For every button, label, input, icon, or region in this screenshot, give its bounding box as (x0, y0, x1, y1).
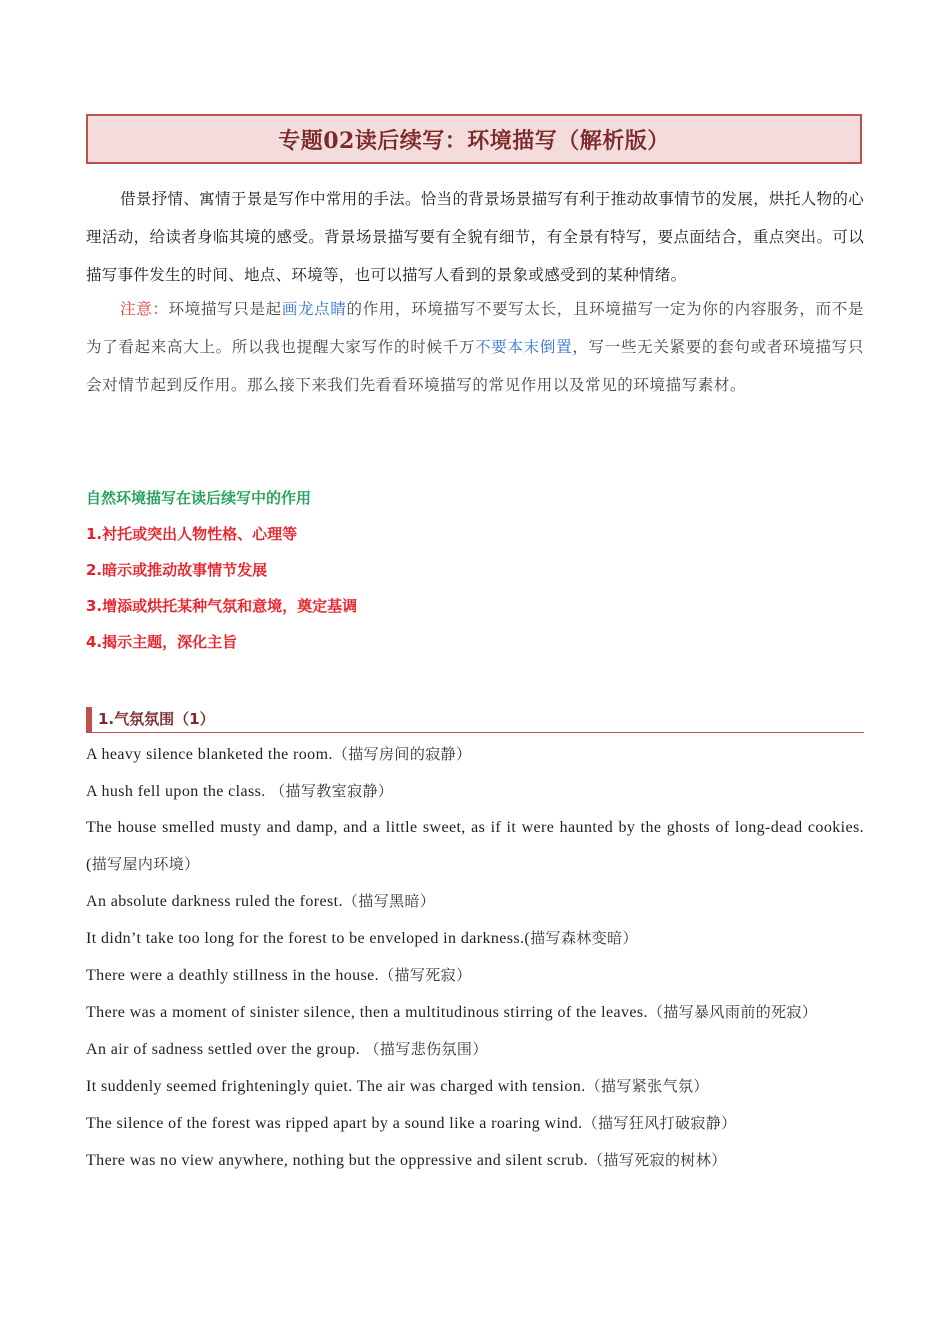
sentence-en: A hush fell upon the class. (86, 783, 271, 800)
role-item: 1.衬托或突出人物性格、心理等 (86, 525, 298, 543)
sentence-zh: （描写教室寂静） (270, 782, 394, 800)
sentence-item (86, 1142, 864, 1179)
sentence-zh: （描写黑暗） (342, 892, 436, 910)
role-item: 4.揭示主题，深化主旨 (86, 633, 238, 651)
sentence-zh: （描写死寂） (379, 966, 472, 984)
role-item: 3.增添或烘托某种气氛和意境，奠定基调 (86, 597, 358, 615)
sentence-item (86, 994, 864, 1031)
sentence-zh: （描写狂风打破寂静） (582, 1114, 737, 1132)
sentence-item (86, 810, 864, 883)
roles-heading: 自然环境描写在读后续写中的作用 (86, 489, 312, 507)
note-paragraph (86, 290, 864, 404)
section-heading (86, 707, 864, 733)
intro-text: 借景抒情、寓情于景是写作中常用的手法。恰当的背景场景描写有利于推动故事情节的发展，烘托人物的心理活动，给读者身临其境的感受。背景场景描写要有全貌有细节，有全景有特写，要点面结合，重点突出。可以描写事件发生的时间、地点、环境等，也可以描写人看到的景象或感受到的某种情绪。 (86, 190, 864, 284)
note-text-1: 环境描写只是起 (168, 300, 282, 318)
title-banner (86, 114, 862, 164)
sentence-item (86, 773, 864, 810)
sentence-en: The house smelled musty and damp, and a little sweet, as if it were haunted by the ghosts of long-dead cookies.( (86, 819, 864, 873)
sentence-zh: 描写屋内环境） (91, 855, 200, 873)
sentence-zh: 描写森林变暗） (530, 929, 638, 947)
sentence-item (86, 957, 864, 994)
sentence-item (86, 1068, 864, 1105)
note-highlight-2: 不要本末倒置 (475, 338, 573, 356)
sentence-item (86, 1031, 864, 1068)
section-title: 1.气氛氛围（1） (98, 710, 215, 728)
sentence-en: The silence of the forest was ripped apart by a sound like a roaring wind. (86, 1115, 583, 1132)
sentence-zh: （描写悲伤氛围） (364, 1040, 488, 1058)
sentence-en: It suddenly seemed frighteningly quiet. The air was charged with tension. (86, 1078, 586, 1095)
sentence-en: There was a moment of sinister silence, then a multitudinous stirring of the leaves. (86, 1004, 648, 1021)
sentence-en: There were a deathly stillness in the house. (86, 967, 380, 984)
note-text-3: ，写一些无关紧要的套句或者环境描写只会对情节起到反作用。那么接下来我们先看看环境描写的常见作用以及常见的环境描写素材。 (86, 338, 864, 394)
sentence-en: An absolute darkness ruled the forest. (86, 893, 343, 910)
sentence-en: It didn’t take too long for the forest to be enveloped in darkness.( (86, 930, 531, 947)
sentence-zh: （描写死寂的树林） (588, 1151, 727, 1169)
sentence-item (86, 1105, 864, 1142)
sentence-item (86, 736, 864, 773)
sentence-item (86, 883, 864, 920)
sentence-en: A heavy silence blanketed the room. (86, 746, 333, 763)
sentence-en: An air of sadness settled over the group. (86, 1041, 365, 1058)
sentence-zh: （描写暴风雨前的死寂） (647, 1003, 818, 1021)
roles-list (86, 480, 864, 660)
sentence-en: There was no view anywhere, nothing but the oppressive and silent scrub. (86, 1152, 589, 1169)
note-text-2: 的作用，环境描写不要写太长，且环境描写一定为你的内容服务，而不是为了看起来高大上。所以我也提醒大家写作的时候千万 (86, 300, 864, 356)
note-highlight-1: 画龙点睛 (281, 300, 347, 318)
role-item: 2.暗示或推动故事情节发展 (86, 561, 268, 579)
section-marker-bar (86, 707, 92, 733)
page-title: 专题02读后续写：环境描写（解析版） (278, 127, 670, 154)
sentence-list (86, 736, 864, 1179)
note-label: 注意： (120, 300, 169, 318)
intro-paragraph (86, 180, 864, 294)
sentence-zh: （描写紧张气氛） (585, 1077, 709, 1095)
sentence-zh: （描写房间的寂静） (332, 745, 472, 763)
sentence-item (86, 920, 864, 957)
